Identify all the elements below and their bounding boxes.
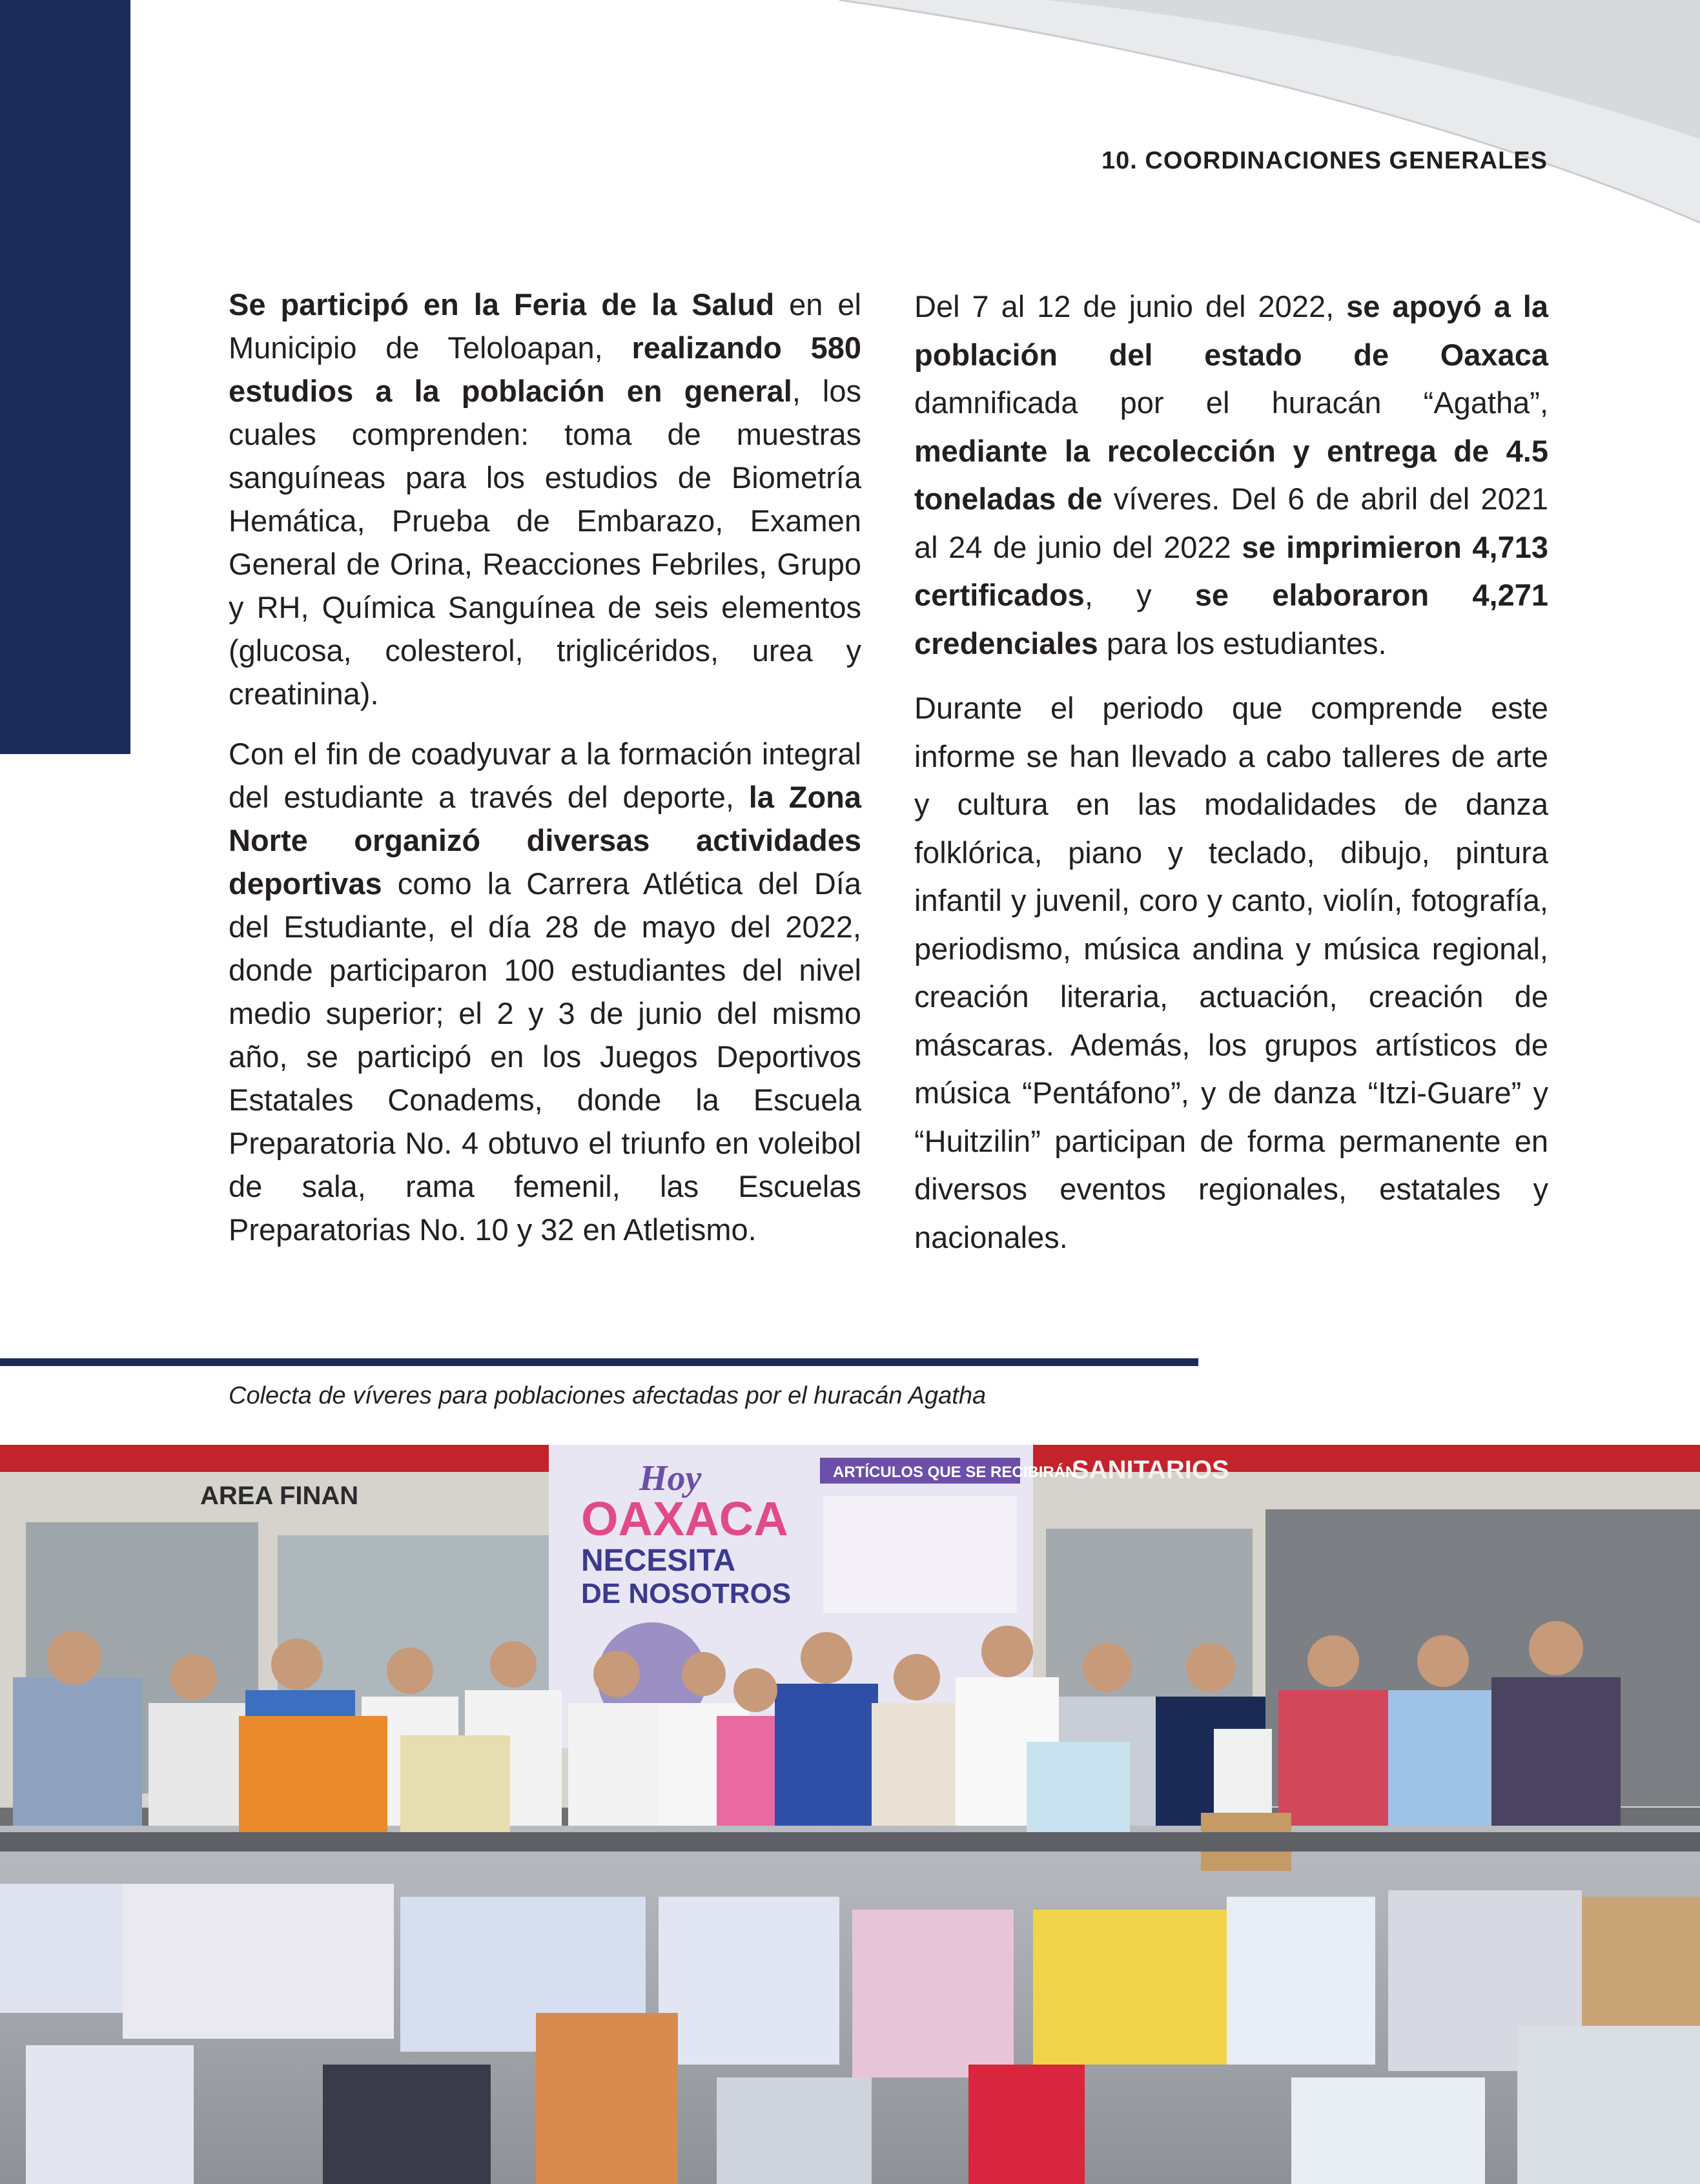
- divider-rule: [0, 1358, 1198, 1366]
- bold-text: Se participó en la Feria de la Salud: [229, 287, 775, 321]
- bold-text: se imprimieron 4,713 certificados: [914, 529, 1548, 612]
- paragraph-deporte: [229, 732, 861, 1251]
- body-text: , los cuales comprenden: toma de muestras sanguíneas para los estudios de Biometría Hemática, Prueba de Embarazo, Examen General de Orina, Reacciones Febriles, Grupo y RH, Química Sanguínea de seis elementos (glucosa, colesterol, triglicéridos, urea y creatinina).: [229, 374, 861, 711]
- right-column: [914, 283, 1548, 1278]
- sign-area-finan: AREA FINAN: [200, 1482, 359, 1510]
- body-text: , y: [1084, 578, 1195, 612]
- group-photo: [0, 1445, 1700, 2184]
- banner-list-title: ARTÍCULOS QUE SE RECIBIRÁN: [833, 1464, 1077, 1481]
- banner-necesita: NECESITA: [581, 1544, 736, 1578]
- paragraph-feria-salud: [229, 283, 861, 715]
- banner-de-nosotros: DE NOSOTROS: [581, 1578, 792, 1609]
- paragraph-arte-cultura: [914, 684, 1548, 1261]
- body-text: damnificada por el huracán “Agatha”,: [914, 385, 1548, 420]
- section-header: 10. COORDINACIONES GENERALES: [1101, 147, 1548, 174]
- body-text: víveres. Del 6 de abril del 2021 al 24 de junio del 2022: [914, 482, 1548, 564]
- banner-hoy: Hoy: [639, 1458, 702, 1498]
- sign-sanitarios: SANITARIOS: [1072, 1456, 1229, 1484]
- banner-oaxaca: OAXACA: [581, 1492, 788, 1546]
- bold-text: la Zona Norte organizó diversas actividades deportivas: [229, 780, 861, 901]
- body-text: como la Carrera Atlética del Día del Estudiante, el día 28 de mayo del 2022, donde participaron 100 estudiantes del nivel medio superior; el 2 y 3 de junio del mismo año, se participó en los Juegos Deportivos Estatales Conadems, donde la Escuela Preparatoria No. 4 obtuvo el triunfo en voleibol de sala, rama femenil, las Escuelas Preparatorias No. 10 y 32 en Atletismo.: [229, 866, 861, 1247]
- body-text: Durante el periodo que comprende este informe se han llevado a cabo talleres de arte y cultura en las modalidades de danza folklórica, piano y teclado, dibujo, pintura infantil y juvenil, coro y canto, violín, fotografía, periodismo, música andina y música regional, creación literaria, actuación, creación de máscaras. Además, los grupos artísticos de música “Pentáfono”, y de danza “Itzi-Guare” y “Huitzilin” participan de forma permanente en diversos eventos regionales, estatales y nacionales.: [914, 691, 1548, 1254]
- bold-text: se apoyó a la población del estado de Oaxaca: [914, 289, 1549, 372]
- photo-caption: Colecta de víveres para poblaciones afectadas por el huracán Agatha: [229, 1382, 987, 1409]
- body-text: Del 7 al 12 de junio del 2022,: [914, 289, 1347, 323]
- bold-text: realizando 580 estudios a la población en general: [229, 331, 861, 408]
- body-text: en el Municipio de Teloloapan,: [229, 287, 861, 365]
- left-column: [229, 283, 861, 1268]
- body-text: Con el fin de coadyuvar a la formación integral del estudiante a través del deporte,: [229, 737, 861, 814]
- decorative-swoosh: [0, 0, 1700, 232]
- paragraph-oaxaca: [914, 283, 1548, 668]
- bold-text: mediante la recolección y entrega de 4.5 toneladas de: [914, 433, 1548, 516]
- bold-text: se elaboraron 4,271 credenciales: [914, 578, 1548, 660]
- body-text: para los estudiantes.: [1098, 626, 1387, 660]
